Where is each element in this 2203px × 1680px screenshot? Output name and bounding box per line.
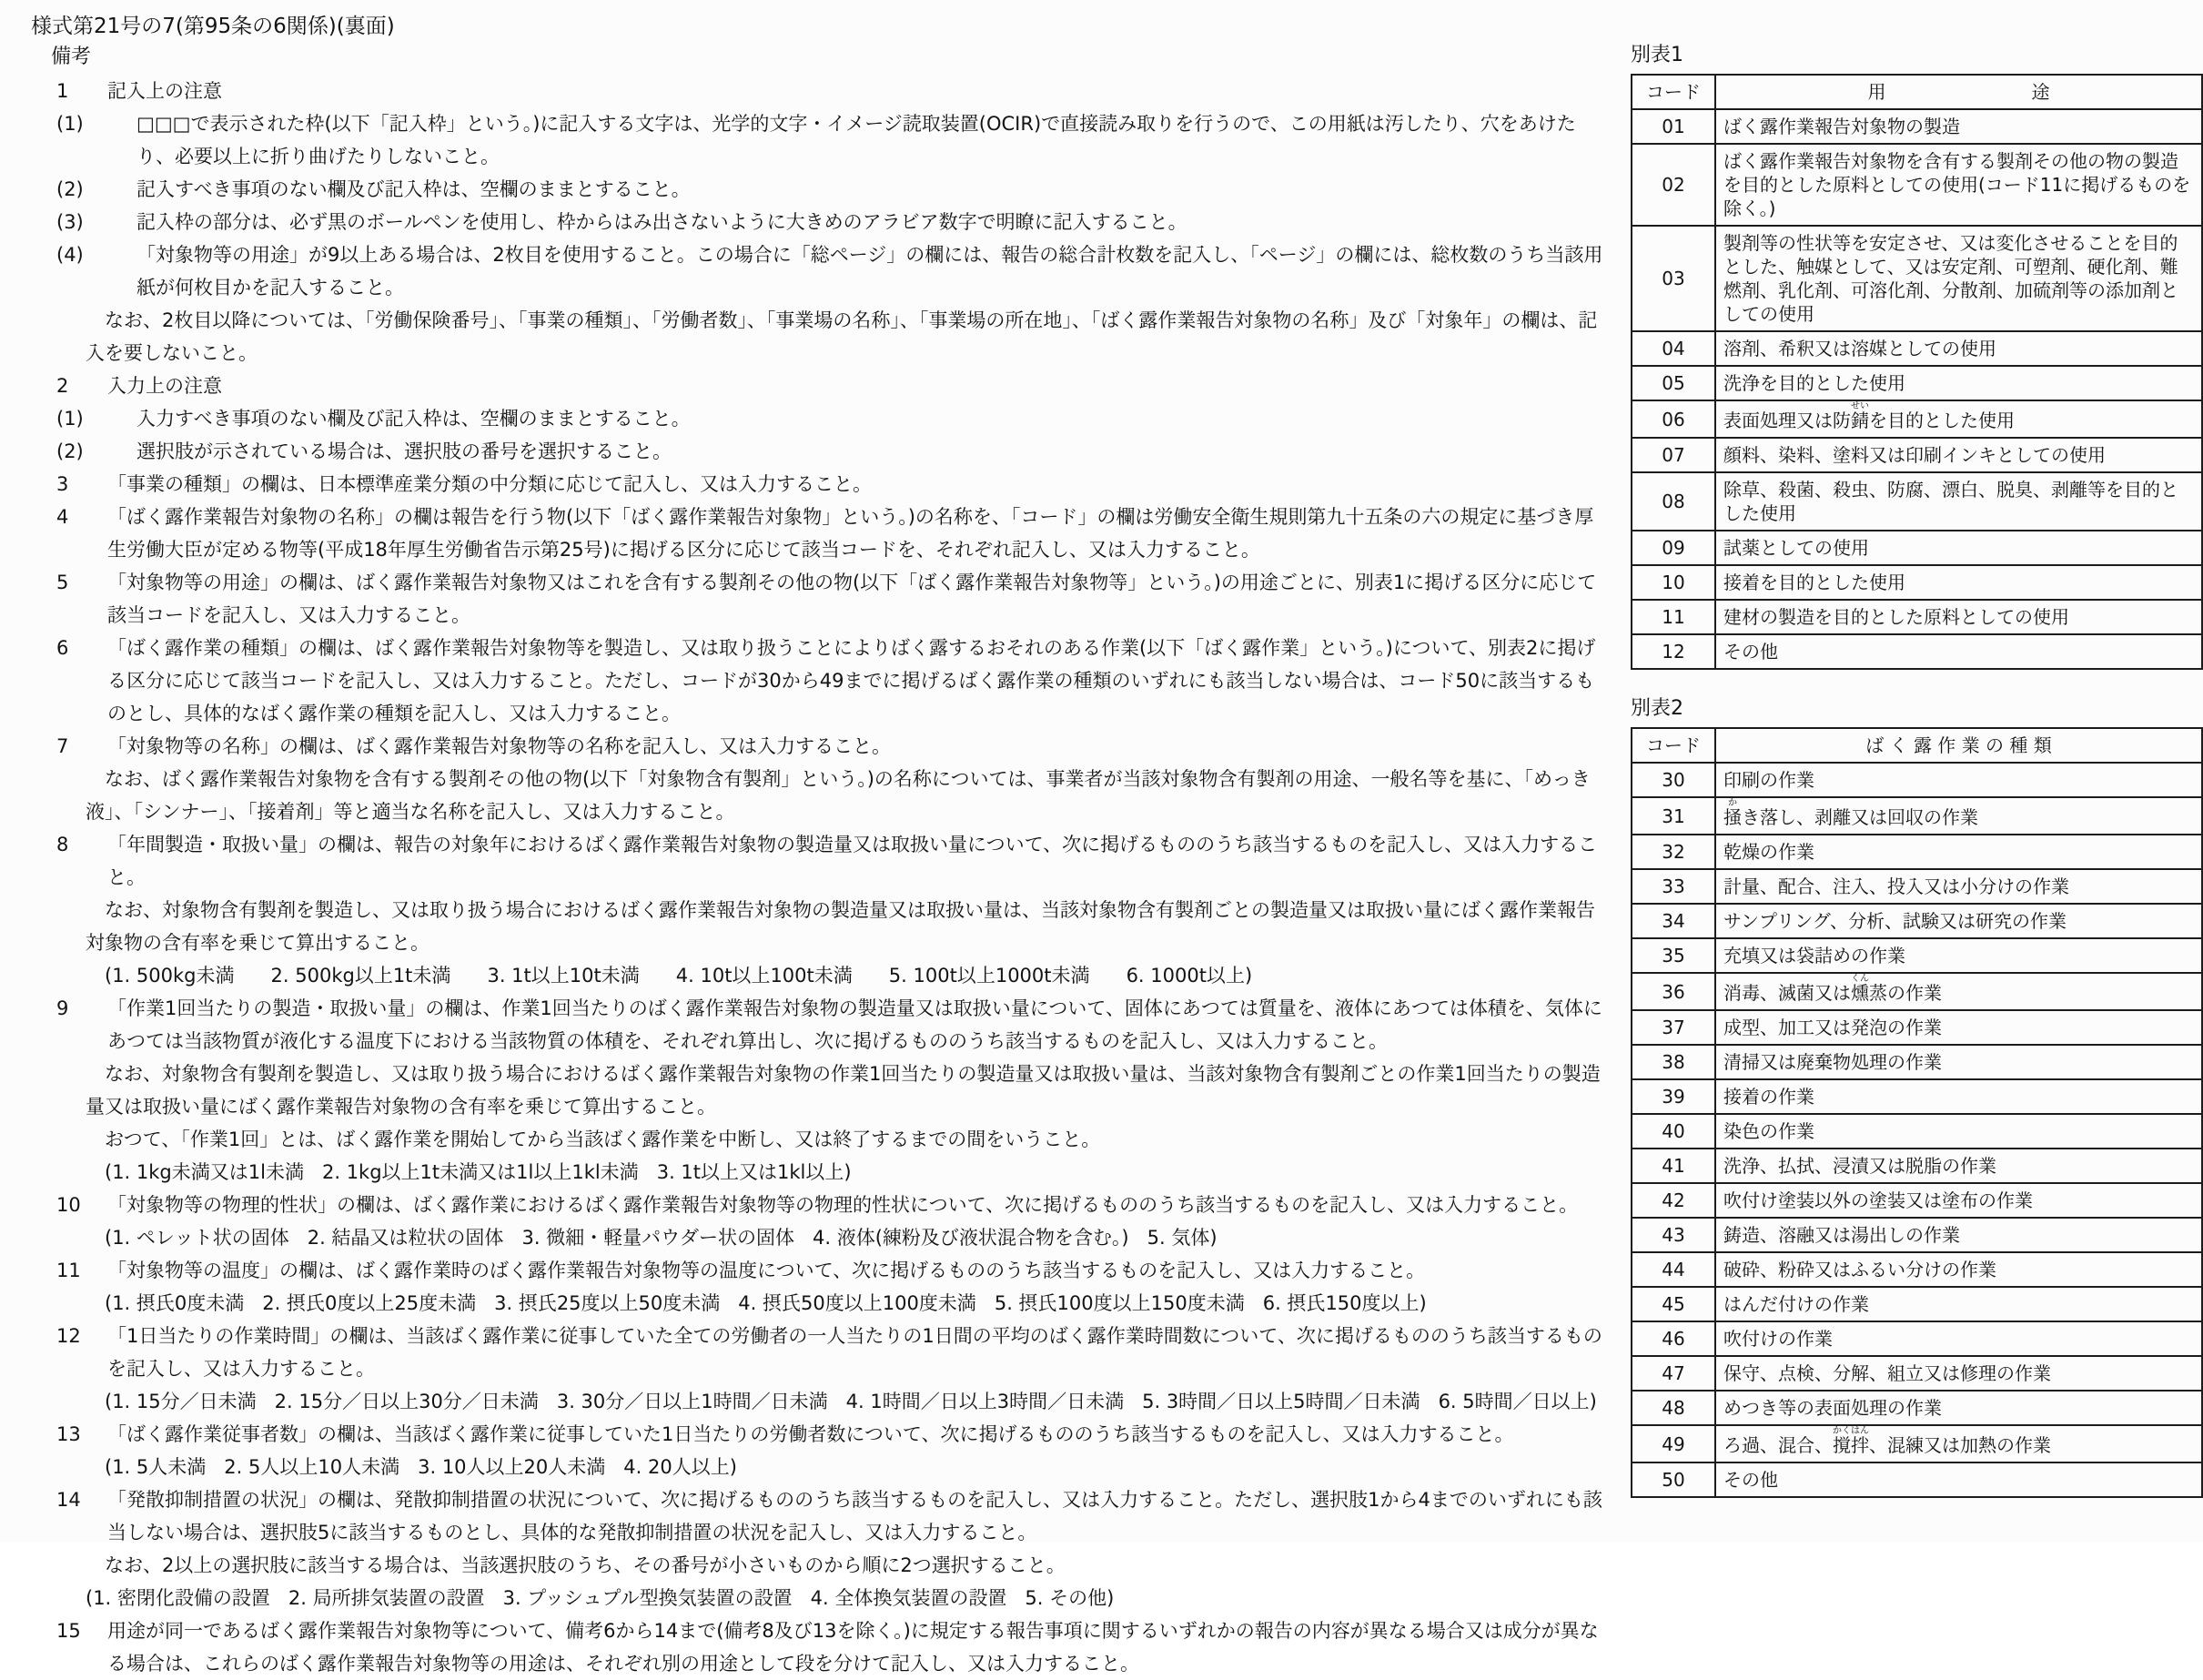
code-cell: 11 [1632,600,1715,634]
note-item [31,402,1605,435]
table-row [1632,1356,2202,1391]
table-row [1632,904,2202,938]
text-pre: 建材の製造を目的とした原料としての使用 [1723,606,2069,628]
note-text: 「対象物等の温度」の欄は、ばく露作業時のばく露作業報告対象物等の温度について、次に掲げるもののうち該当するものを記入し、又は入力すること。 [107,1260,1426,1281]
table-row [1632,1149,2202,1183]
tables-column [1631,42,2203,1498]
text-post: 蒸の作業 [1869,982,1942,1004]
code-cell: 04 [1632,331,1715,366]
text-pre: 洗浄を目的とした使用 [1723,372,1905,394]
ruby-annotation [1723,798,1742,828]
table-row [1632,634,2202,669]
code-cell: 30 [1632,763,1715,797]
note-item [31,238,1605,304]
note-number: 11 [56,1260,81,1281]
note-number: 9 [56,997,69,1019]
note-text: なお、対象物含有製剤を製造し、又は取り扱う場合におけるばく露作業報告対象物の製造量又は取扱い量は、当該対象物含有製剤ごとの製造量又は取扱い量にばく露作業報告対象物の含有率を乗じて算出すること。 [86,899,1595,954]
code-cell: 10 [1632,565,1715,600]
note-text: (1. 5人未満 2. 5人以上10人未満 3. 10人以上20人未満 4. 20人以上) [86,1456,737,1478]
note-item [31,435,1605,468]
note-text: 「作業1回当たりの製造・取扱い量」の欄は、作業1回当たりのばく露作業報告対象物の製造量又は取扱い量について、固体にあつては質量を、液体にあつては体積を、気体にあつては当該物質が液化する温度下における当該物質の体積を、それぞれ算出し、次に掲げるもののうち該当するものを記入し、又は入力すること。 [107,997,1602,1052]
ruby-annotation [1833,1426,1869,1456]
text-pre: 計量、配合、注入、投入又は小分けの作業 [1723,875,2069,897]
table-row [1632,869,2202,904]
note-text: 記入すべき事項のない欄及び記入枠は、空欄のままとすること。 [136,178,691,200]
ruby-base: 錆 [1851,410,1869,431]
code-cell: 48 [1632,1391,1715,1425]
table1-use-header: 用 途 [1715,75,2202,109]
table-row [1632,472,2202,531]
worktype-cell [1715,973,2202,1010]
text-pre: 破砕、粉砕又はふるい分けの作業 [1723,1259,1996,1280]
ruby-text: せい [1851,401,1869,411]
table-row [1632,835,2202,869]
text-pre: 洗浄、払拭、浸漬又は脱脂の作業 [1723,1155,1996,1177]
note-text: (1. 15分／日未満 2. 15分／日以上30分／日未満 3. 30分／日以上1時間／日未満 4. 1時間／日以上3時間／日未満 5. 3時間／日以上5時間／日未満 6. 5時間／日以上) [86,1391,1597,1412]
worktype-cell [1715,835,2202,869]
note-item [31,501,1605,566]
table-row [1632,109,2202,144]
text-pre: その他 [1723,1469,1778,1491]
note-item [31,828,1605,894]
worktype-cell [1715,797,2202,835]
note-number: 14 [56,1489,81,1511]
table-row [1632,797,2202,835]
note-item [31,959,1605,992]
note-number: 6 [56,637,69,659]
note-item [31,1156,1605,1189]
text-pre: 染色の作業 [1723,1120,1814,1142]
note-item [31,468,1605,501]
table-row [1632,763,2202,797]
code-cell: 39 [1632,1079,1715,1114]
code-cell: 37 [1632,1010,1715,1045]
worktype-cell [1715,1114,2202,1149]
table-row [1632,1252,2202,1287]
note-text: 入力すべき事項のない欄及び記入枠は、空欄のままとすること。 [136,408,691,430]
text-post: を目的とした使用 [1869,410,2015,431]
ruby-annotation [1851,974,1869,1004]
note-item [31,173,1605,206]
text-pre: はんだ付けの作業 [1723,1293,1869,1315]
note-item [31,1549,1605,1582]
table-row [1632,973,2202,1010]
note-number: 7 [56,735,69,757]
note-text: なお、対象物含有製剤を製造し、又は取り扱う場合におけるばく露作業報告対象物の作業1回当たりの製造量又は取扱い量は、当該対象物含有製剤ごとの作業1回当たりの製造量又は取扱い量にばく露作業報告対象物の含有率を乗じて算出すること。 [86,1063,1601,1118]
worktype-cell [1715,904,2202,938]
worktype-cell [1715,1321,2202,1356]
table-row [1632,1287,2202,1321]
text-pre: 試薬としての使用 [1723,537,1869,559]
ruby-text: くん [1851,974,1869,984]
worktype-cell [1715,1356,2202,1391]
note-text: □□□で表示された枠(以下「記入枠」という。)に記入する文字は、光学的文字・イメージ読取装置(OCIR)で直接読み取りを行うので、この用紙は汚したり、穴をあけたり、必要以上に折り曲げたりしないこと。 [136,113,1576,167]
code-cell: 38 [1632,1045,1715,1079]
use-cell [1715,600,2202,634]
appendix-table-1 [1631,42,2203,670]
note-text: 「対象物等の用途」の欄は、ばく露作業報告対象物又はこれを含有する製剤その他の物(以下「ばく露作業報告対象物等」という。)の用途ごとに、別表1に掲げる区分に応じて該当コードを記入し、又は入力すること。 [107,572,1597,626]
text-post: 、混練又は加熱の作業 [1869,1434,2051,1456]
note-text: (1. 摂氏0度未満 2. 摂氏0度以上25度未満 3. 摂氏25度以上50度未満 4. 摂氏50度以上100度未満 5. 摂氏100度以上150度未満 6. 摂氏150度以上) [86,1292,1427,1314]
table2-header-row [1632,728,2202,763]
table1-header-row [1632,75,2202,109]
page-title: 様式第21号の7(第95条の6関係)(裏面) [31,15,395,38]
code-cell: 01 [1632,109,1715,144]
use-cell [1715,144,2202,226]
text-pre: 顔料、染料、塗料又は印刷インキとしての使用 [1723,444,2106,466]
text-pre: めつき等の表面処理の作業 [1723,1397,1942,1419]
note-item [31,566,1605,632]
note-item [31,1418,1605,1451]
worktype-cell [1715,1252,2202,1287]
note-item [31,1483,1605,1549]
ruby-text: かくはん [1833,1426,1869,1436]
table-row [1632,1462,2202,1497]
note-item [31,107,1605,173]
worktype-cell [1715,869,2202,904]
code-cell: 12 [1632,634,1715,669]
use-cell [1715,331,2202,366]
table-row [1632,366,2202,400]
table-row [1632,1425,2202,1462]
note-text: なお、2枚目以降については、「労働保険番号」、「事業の種類」、「労働者数」、「事業場の名称」、「事業場の所在地」、「ばく露作業報告対象物の名称」及び「対象年」の欄は、記入を要しないこと。 [86,309,1598,364]
code-cell: 45 [1632,1287,1715,1321]
use-cell [1715,109,2202,144]
table-row [1632,331,2202,366]
note-text: 選択肢が示されている場合は、選択肢の番号を選択すること。 [136,440,672,462]
code-cell: 32 [1632,835,1715,869]
code-cell: 49 [1632,1425,1715,1462]
note-item [31,304,1605,369]
table-row [1632,438,2202,472]
ruby-base: 撹拌 [1833,1434,1869,1456]
code-cell: 02 [1632,144,1715,226]
note-text: 記入上の注意 [107,80,222,102]
note-item [31,1582,1605,1614]
notes-heading: 備考 [51,46,92,68]
text-pre: 保守、点検、分解、組立又は修理の作業 [1723,1362,2051,1384]
note-number: 12 [56,1325,81,1347]
text-pre: 製剤等の性状等を安定させ、又は変化させることを目的とした、触媒として、又は安定剤、可塑剤、硬化剤、難燃剤、乳化剤、可溶化剤、分散剤、加硫剤等の添加剤としての使用 [1723,232,2178,325]
note-number: (2) [56,178,84,200]
text-pre: ばく露作業報告対象物の製造 [1723,116,1960,137]
code-cell: 07 [1632,438,1715,472]
code-cell: 34 [1632,904,1715,938]
worktype-cell [1715,1425,2202,1462]
note-text: 用途が同一であるばく露作業報告対象物等について、備考6から14まで(備考8及び13を除く。)に規定する報告事項に関するいずれかの報告の内容が異なる場合又は成分が異なる場合は、これらのばく露作業報告対象物等の用途は、それぞれ別の用途として段を分けて記入し、又は入力すること。 [107,1620,1599,1675]
note-text: 「事業の種類」の欄は、日本標準産業分類の中分類に応じて記入し、又は入力すること。 [107,473,872,495]
note-text: おつて、「作業1回」とは、ばく露作業を開始してから当該ばく露作業を中断し、又は終了するまでの間をいうこと。 [86,1128,1101,1150]
table-row [1632,938,2202,973]
note-item [31,1058,1605,1123]
note-text: 「発散抑制措置の状況」の欄は、発散抑制措置の状況について、次に掲げるもののうち該当するものを記入し、又は入力すること。ただし、選択肢1から4までのいずれにも該当しない場合は、選択肢5に該当するものとし、具体的な発散抑制措置の状況を記入し、又は入力すること。 [107,1489,1602,1543]
code-cell: 35 [1632,938,1715,973]
table-row [1632,1183,2202,1218]
text-pre: その他 [1723,641,1778,663]
table-row [1632,226,2202,331]
note-number: 10 [56,1194,81,1216]
table2-worktype-header: ば く 露 作 業 の 種 類 [1715,728,2202,763]
note-text: 「対象物等の物理的性状」の欄は、ばく露作業におけるばく露作業報告対象物等の物理的性状について、次に掲げるもののうち該当するものを記入し、又は入力すること。 [107,1194,1579,1216]
use-cell [1715,531,2202,565]
note-text: (1. 500kg未満 2. 500kg以上1t未満 3. 1t以上10t未満 4. 10t以上100t未満 5. 100t以上1000t未満 6. 1000t以上) [86,965,1253,987]
table-row [1632,565,2202,600]
note-number: 15 [56,1620,81,1642]
note-text: 「ばく露作業報告対象物の名称」の欄は報告を行う物(以下「ばく露作業報告対象物」という。)の名称を、「コード」の欄は労働安全衛生規則第九十五条の六の規定に基づき厚生労働大臣が定める物等(平成18年厚生労働省告示第25号)に掲げる区分に応じて該当コードを、それぞれ記入し、又は入力すること。 [107,506,1594,561]
worktype-cell [1715,1287,2202,1321]
table-row [1632,1114,2202,1149]
note-text: 「ばく露作業の種類」の欄は、ばく露作業報告対象物等を製造し、又は取り扱うことによりばく露するおそれのある作業(以下「ばく露作業」という。)について、別表2に掲げる区分に応じて該当コードを記入し、又は入力すること。ただし、コードが30から49までに掲げるばく露作業の種類のいずれにも該当しない場合は、コード50に該当するものとし、具体的なばく露作業の種類を記入し、又は入力すること。 [107,637,1596,724]
note-item [31,369,1605,402]
text-pre: 吹付け塗装以外の塗装又は塗布の作業 [1723,1189,2033,1211]
code-cell: 46 [1632,1321,1715,1356]
note-item [31,206,1605,238]
note-item [31,632,1605,730]
use-cell [1715,472,2202,531]
code-cell: 08 [1632,472,1715,531]
note-text: 「ばく露作業従事者数」の欄は、当該ばく露作業に従事していた1日当たりの労働者数について、次に掲げるもののうち該当するものを記入し、又は入力すること。 [107,1423,1514,1445]
code-cell: 09 [1632,531,1715,565]
note-item [31,1189,1605,1221]
note-item [31,1385,1605,1418]
text-pre: 成型、加工又は発泡の作業 [1723,1017,1942,1038]
ruby-base: 燻 [1851,982,1869,1004]
note-item [31,1320,1605,1385]
table-row [1632,531,2202,565]
worktype-cell [1715,1149,2202,1183]
text-pre: 接着を目的とした使用 [1723,572,1905,593]
use-cell [1715,366,2202,400]
code-cell: 31 [1632,797,1715,835]
text-pre: 乾燥の作業 [1723,841,1814,863]
table-row [1632,1321,2202,1356]
text-post: き落し、剥離又は回収の作業 [1742,806,1978,828]
text-pre: ろ過、混合、 [1723,1434,1833,1456]
note-item [31,992,1605,1058]
text-pre: 吹付けの作業 [1723,1328,1833,1350]
use-cell [1715,565,2202,600]
table-row [1632,1079,2202,1114]
text-pre: 消毒、滅菌又は [1723,982,1851,1004]
code-cell: 03 [1632,226,1715,331]
worktype-cell [1715,1079,2202,1114]
worktype-cell [1715,1045,2202,1079]
note-number: 13 [56,1423,81,1445]
text-pre: 充填又は袋詰めの作業 [1723,945,1905,967]
note-text: 「1日当たりの作業時間」の欄は、当該ばく露作業に従事していた全ての労働者の一人当たりの1日間の平均のばく露作業時間数について、次に掲げるもののうち該当するものを記入し、又は入力すること。 [107,1325,1602,1380]
text-pre: サンプリング、分析、試験又は研究の作業 [1723,910,2067,932]
ruby-text: か [1723,798,1742,808]
note-item [31,75,1605,107]
text-pre: 清掃又は廃棄物処理の作業 [1723,1051,1942,1073]
ruby-annotation [1851,401,1869,431]
note-number: 1 [56,80,69,102]
use-cell [1715,400,2202,438]
table-row [1632,144,2202,226]
table2-code-header: コード [1632,728,1715,763]
notes-list [31,75,1605,1680]
note-text: (1. ペレット状の固体 2. 結晶又は粒状の固体 3. 微細・軽量パウダー状の固体 4. 液体(練粉及び液状混合物を含む。) 5. 気体) [86,1227,1218,1249]
table1 [1631,74,2203,670]
note-text: (1. 密閉化設備の設置 2. 局所排気装置の設置 3. プッシュプル型換気装置の設置 4. 全体換気装置の設置 5. その他) [86,1587,1115,1609]
code-cell: 44 [1632,1252,1715,1287]
code-cell: 36 [1632,973,1715,1010]
text-pre: ばく露作業報告対象物を含有する製剤その他の物の製造を目的とした原料としての使用(コード11に掲げるものを除く。) [1723,150,2191,219]
note-item [31,1254,1605,1287]
code-cell: 05 [1632,366,1715,400]
table-row [1632,1045,2202,1079]
worktype-cell [1715,1391,2202,1425]
note-number: 2 [56,375,69,397]
code-cell: 47 [1632,1356,1715,1391]
note-item [31,1221,1605,1254]
code-cell: 06 [1632,400,1715,438]
table-row [1632,400,2202,438]
note-item [31,1287,1605,1320]
note-text: なお、2以上の選択肢に該当する場合は、当該選択肢のうち、その番号が小さいものから順に2つ選択すること。 [86,1554,1066,1576]
worktype-cell [1715,938,2202,973]
text-pre: 印刷の作業 [1723,769,1814,791]
note-text: 「対象物等の用途」が9以上ある場合は、2枚目を使用すること。この場合に「総ページ」の欄には、報告の総合計枚数を記入し、「ページ」の欄には、総枚数のうち当該用紙が何枚目かを記入すること。 [136,244,1603,299]
use-cell [1715,634,2202,669]
table1-label: 別表1 [1631,44,1683,66]
ruby-base: 掻 [1723,806,1742,828]
table-row [1632,600,2202,634]
note-number: (3) [56,211,84,233]
note-number: 8 [56,834,69,855]
note-number: (1) [56,408,84,430]
worktype-cell [1715,763,2202,797]
code-cell: 33 [1632,869,1715,904]
use-cell [1715,438,2202,472]
table-row [1632,1010,2202,1045]
table1-code-header: コード [1632,75,1715,109]
code-cell: 40 [1632,1114,1715,1149]
worktype-cell [1715,1010,2202,1045]
text-pre: 溶剤、希釈又は溶媒としての使用 [1723,338,1996,359]
table2 [1631,727,2203,1498]
note-item [31,894,1605,959]
note-item [31,1123,1605,1156]
text-pre: 接着の作業 [1723,1086,1814,1108]
use-cell [1715,226,2202,331]
code-cell: 43 [1632,1218,1715,1252]
note-number: 3 [56,473,69,495]
worktype-cell [1715,1462,2202,1497]
note-item [31,730,1605,763]
worktype-cell [1715,1183,2202,1218]
note-number: 4 [56,506,69,528]
note-number: 5 [56,572,69,593]
code-cell: 42 [1632,1183,1715,1218]
code-cell: 41 [1632,1149,1715,1183]
note-number: (2) [56,440,84,462]
note-text: なお、ばく露作業報告対象物を含有する製剤その他の物(以下「対象物含有製剤」という。)の名称については、事業者が当該対象物含有製剤の用途、一般名等を基に、「めっき液」、「シンナー」、「接着剤」等と適当な名称を記入し、又は入力すること。 [86,768,1591,823]
text-pre: 除草、殺菌、殺虫、防腐、漂白、脱臭、剥離等を目的とした使用 [1723,479,2178,524]
text-pre: 鋳造、溶融又は湯出しの作業 [1723,1224,1960,1246]
note-item [31,763,1605,828]
note-item [31,1451,1605,1483]
note-number: (1) [56,113,84,135]
text-pre: 表面処理又は防 [1723,410,1851,431]
table-row [1632,1218,2202,1252]
worktype-cell [1715,1218,2202,1252]
notes-column [31,11,1605,1680]
table2-label: 別表2 [1631,697,1683,720]
appendix-table-2 [1631,695,2203,1498]
note-item [31,1614,1605,1680]
table-row [1632,1391,2202,1425]
note-text: 「年間製造・取扱い量」の欄は、報告の対象年におけるばく露作業報告対象物の製造量又は取扱い量について、次に掲げるもののうち該当するものを記入し、又は入力すること。 [107,834,1598,888]
note-text: 「対象物等の名称」の欄は、ばく露作業報告対象物等の名称を記入し、又は入力すること。 [107,735,891,757]
note-number: (4) [56,244,84,266]
note-text: 記入枠の部分は、必ず黒のボールペンを使用し、枠からはみ出さないように大きめのアラビア数字で明瞭に記入すること。 [136,211,1187,233]
note-text: (1. 1kg未満又は1l未満 2. 1kg以上1t未満又は1l以上1kl未満 3. 1t以上又は1kl以上) [86,1161,852,1183]
code-cell: 50 [1632,1462,1715,1497]
note-text: 入力上の注意 [107,375,222,397]
